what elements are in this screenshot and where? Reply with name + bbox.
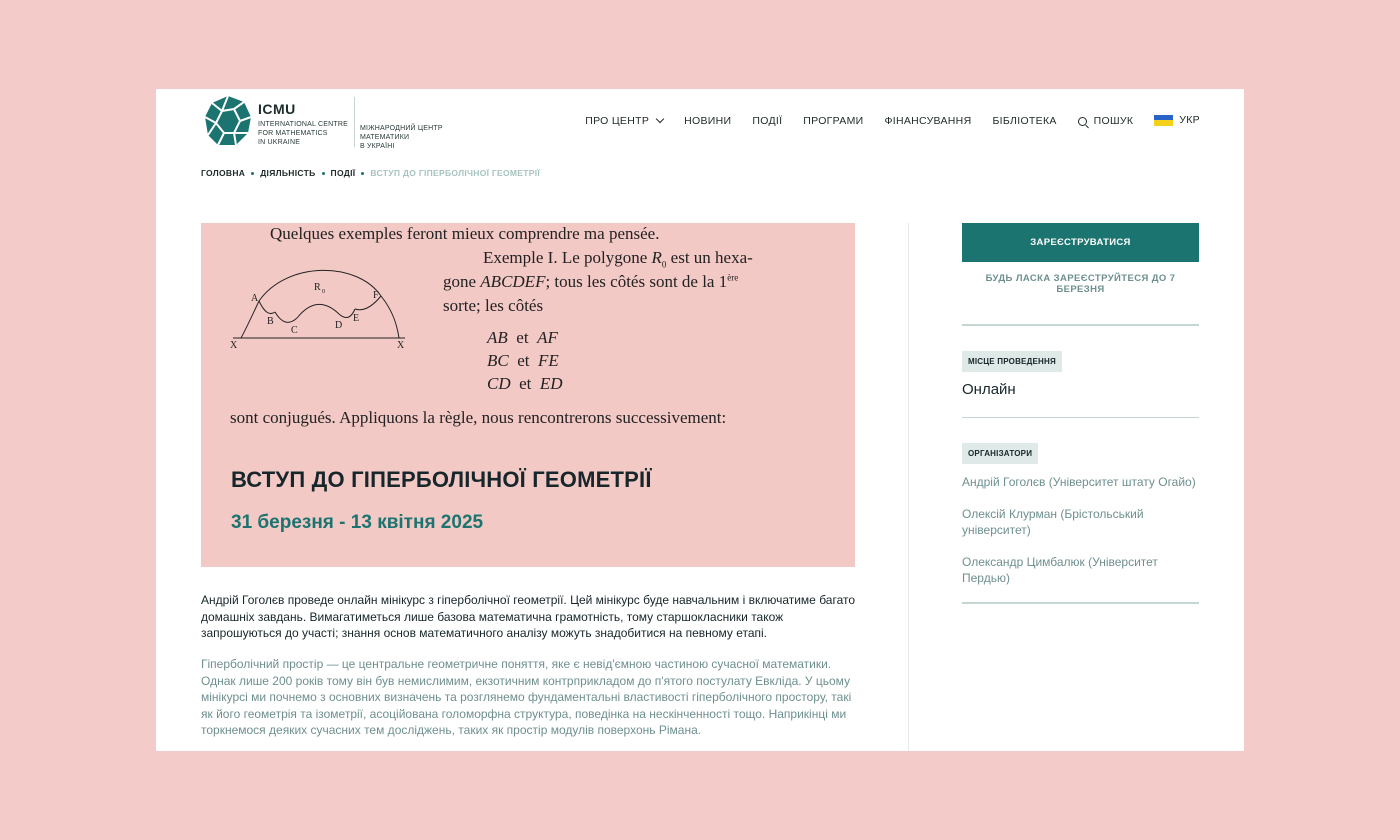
chevron-down-icon (656, 115, 664, 123)
nav-label: БІБЛІОТЕКА (992, 115, 1057, 127)
nav-item-news[interactable] (684, 115, 731, 127)
web-page (156, 89, 1244, 751)
manuscript-pair (487, 374, 563, 394)
breadcrumb-home[interactable]: ГОЛОВНА (201, 168, 246, 178)
breadcrumb-separator (251, 172, 254, 175)
nav-label: ФІНАНСУВАННЯ (884, 115, 972, 127)
logo-subtitle-en (258, 120, 348, 147)
event-intro: Андрій Гоголєв проведе онлайн мінікурс з гіперболічної геометрії. Цей мінікурс буде навчальним і включатиме багато домашніх завдань. Вимагатиметься лише базова математична грамотність, тому старшокласники також запрошуються до участі; знання основ математичного аналізу можуть знадобитися на певному етапі. (201, 593, 856, 640)
breadcrumb-separator (322, 172, 325, 175)
nav-item-programs[interactable] (803, 115, 863, 127)
column-divider (908, 223, 909, 751)
manuscript-subscript: 0 (661, 259, 667, 270)
figure-label: A (251, 293, 259, 304)
manuscript-symbol: R (651, 248, 662, 267)
sidebar-divider (962, 602, 1199, 604)
breadcrumb-separator (361, 172, 364, 175)
nav-item-about[interactable] (585, 115, 663, 127)
organizers-section (962, 443, 1199, 586)
manuscript-text: ; tous les côtés sont de la 1 (545, 272, 728, 291)
figure-label: E (353, 313, 360, 324)
logo-subtitle-en-line: INTERNATIONAL CENTRE (258, 121, 348, 128)
logo-subtitle-en-line: FOR MATHEMATICS (258, 130, 328, 137)
language-switcher[interactable] (1154, 114, 1200, 126)
logo-text-en (258, 101, 348, 147)
main-nav (585, 115, 1200, 127)
venue-badge: МІСЦЕ ПРОВЕДЕННЯ (962, 351, 1062, 372)
nav-label: НОВИНИ (684, 115, 732, 127)
nav-label: ПРОГРАМИ (803, 115, 864, 127)
breadcrumb-current: ВСТУП ДО ГІПЕРБОЛІЧНОЇ ГЕОМЕТРІЇ (370, 168, 541, 178)
manuscript-symbol: FE (538, 351, 559, 370)
nav-label: ПРО ЦЕНТР (585, 115, 650, 127)
search-icon (1078, 117, 1087, 126)
figure-label: 0 (322, 289, 325, 295)
venue-section (962, 351, 1199, 398)
organizer-item[interactable]: Олексій Клурман (Брістольський університет) (962, 507, 1144, 537)
manuscript-symbol: ED (539, 374, 563, 393)
event-title: ВСТУП ДО ГІПЕРБОЛІЧНОЇ ГЕОМЕТРІЇ (231, 467, 652, 492)
manuscript-line (443, 272, 738, 292)
figure-label: X (230, 340, 238, 351)
organizer-item[interactable]: Олександр Цимбалюк (Університет Пердью) (962, 555, 1158, 585)
nav-item-library[interactable] (992, 115, 1056, 127)
figure-label: C (291, 325, 298, 336)
manuscript-text: gone (443, 272, 477, 291)
ukraine-flag-icon (1154, 115, 1173, 126)
organizers-list (962, 474, 1199, 586)
manuscript-line (483, 248, 753, 269)
nav-item-funding[interactable] (884, 115, 971, 127)
logo-subtitle-en-line: IN UKRAINE (258, 139, 301, 146)
sidebar-divider (962, 417, 1199, 419)
manuscript-symbol: ABCDEF (480, 272, 546, 291)
figure-label: B (267, 316, 274, 327)
register-deadline-note: БУДЬ ЛАСКА ЗАРЕЄСТРУЙТЕСЯ ДО 7 БЕРЕЗНЯ (985, 273, 1176, 295)
breadcrumb (201, 168, 540, 178)
logo-divider (354, 97, 355, 147)
manuscript-symbol: AF (537, 328, 558, 347)
figure-label: D (335, 320, 343, 331)
logo-title: ICMU (258, 101, 296, 117)
logo-subtitle-ua (360, 124, 443, 151)
manuscript-symbol: AB (487, 328, 508, 347)
logo-subtitle-ua-line: МІЖНАРОДНИЙ ЦЕНТР (359, 125, 443, 132)
manuscript-line: sorte; les côtés (443, 296, 544, 315)
event-date: 31 березня - 13 квітня 2025 (231, 512, 484, 533)
figure-label: X (397, 340, 405, 351)
venue-value: Онлайн (962, 380, 1016, 398)
language-label: УКР (1179, 114, 1200, 126)
manuscript-text: et (519, 374, 532, 393)
sidebar-divider (962, 324, 1199, 326)
logo-subtitle-ua-line: МАТЕМАТИКИ (359, 134, 410, 141)
manuscript-superscript: ère (727, 272, 739, 283)
manuscript-pair (487, 351, 559, 371)
figure-label: R (314, 282, 321, 293)
nav-item-events[interactable] (752, 115, 782, 127)
nav-label: ПОДІЇ (752, 115, 783, 127)
breadcrumb-activity[interactable]: ДІЯЛЬНІСТЬ (260, 168, 316, 178)
manuscript-text: Exemple I. Le polygone (483, 248, 648, 267)
search-button[interactable] (1078, 115, 1134, 127)
register-button[interactable]: ЗАРЕЄСТРУВАТИСЯ (962, 223, 1199, 262)
manuscript-symbol: BC (487, 351, 509, 370)
event-hero (201, 223, 855, 567)
logo-subtitle-ua-line: В УКРАЇНІ (359, 143, 395, 150)
manuscript-symbol: CD (487, 374, 511, 393)
figure-label: F (373, 290, 379, 301)
manuscript-text: et (516, 328, 529, 347)
manuscript-pair (487, 328, 558, 348)
manuscript-text: est un hexa- (670, 248, 753, 267)
logo-polyhedron-icon (204, 95, 252, 147)
site-logo[interactable] (204, 95, 443, 151)
manuscript-line: Quelques exemples feront mieux comprendre ma pensée. (270, 224, 660, 243)
organizer-item[interactable]: Андрій Гоголєв (Університет штату Огайо) (962, 475, 1196, 489)
breadcrumb-events[interactable]: ПОДІЇ (330, 168, 356, 178)
manuscript-line: sont conjugués. Appliquons la règle, nous rencontrerons successivement: (230, 408, 727, 427)
search-label: ПОШУК (1093, 115, 1134, 127)
manuscript-text: et (517, 351, 530, 370)
hexagon-figure (227, 263, 417, 353)
event-description: Гіперболічний простір — це центральне геометричне поняття, яке є невід'ємною частиною сучасної математики. Однак лише 200 років тому він був немислимим, екзотичним контрприкладом до п'ятого постулату Евкліда. У цьому мінікурсі ми почнемо з основних визначень та розглянемо фундаментальні властивості гіперболічного простору, такі як його геометрія та ізометрії, асоційована голоморфна структура, поведінка на нескінченності тощо. Наприкінці ми торкнемося деяких сучасних тем досліджень, таких як простір модулів поверхонь Рімана. (201, 657, 852, 737)
event-sidebar (962, 223, 1199, 604)
organizers-badge: ОРГАНІЗАТОРИ (962, 443, 1038, 464)
